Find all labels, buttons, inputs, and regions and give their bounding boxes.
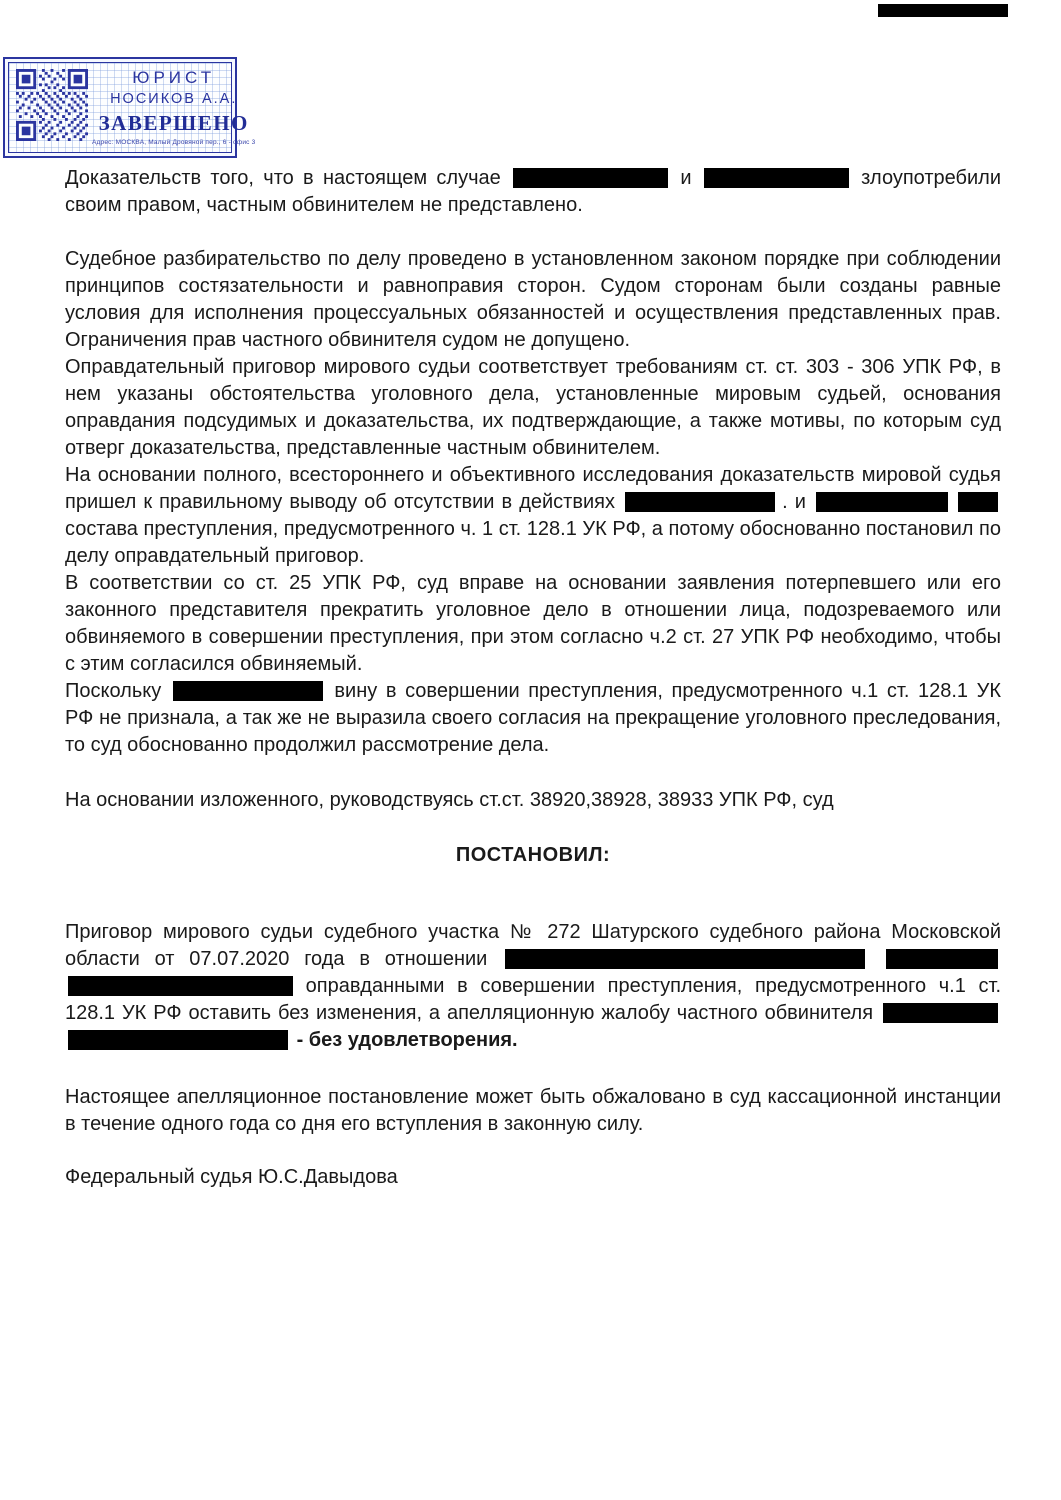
redaction-bar [68, 1030, 288, 1050]
text-segment: злоупотребили своим правом, частным обвинителем не представлено. [65, 167, 1002, 216]
redaction-bar [173, 681, 323, 701]
text-segment: На основании полного, всестороннего и объективного исследования доказательств мировой судья пришел к правильному выводу об отсутствии в действиях [65, 464, 1001, 513]
text-segment: . и [782, 491, 806, 513]
stamp-text-block [92, 68, 255, 147]
redaction-bar [816, 492, 948, 512]
redaction-bar [704, 168, 849, 188]
redaction-bar [513, 168, 668, 188]
paragraph-proceedings [65, 246, 1001, 354]
stamp-title: ЮРИСТ [132, 68, 216, 88]
judge-signature: Федеральный судья Ю.С.Давыдова [65, 1166, 398, 1188]
notary-stamp-inner [8, 62, 256, 153]
paragraph-article-25 [65, 570, 1001, 678]
text-segment: и [680, 167, 692, 189]
stamp-address: Адрес: МОСКВА, Малый Дровяной пер., 6 - офис 3 [92, 139, 256, 147]
text-segment: вину в совершении преступления, предусмотренного ч.1 ст. 128.1 УК РФ не признала, а так же не выразила своего согласия на прекращение уголовного преследования, то суд обоснованно продолжил рассмотрение дела. [65, 680, 1001, 756]
qr-code-icon [16, 69, 88, 141]
text-segment: состава преступления, предусмотренного ч. 1 ст. 128.1 УК РФ, а потому обоснованно постановил по делу оправдательный приговор. [65, 518, 1001, 567]
paragraph-evidence [65, 165, 1001, 219]
stamp-status: ЗАВЕРШЕНО [98, 111, 249, 136]
text-segment: Судебное разбирательство по делу проведено в установленном законом порядке при соблюдении принципов состязательности и равноправия сторон. Судом сторонам были созданы равные условия для исполнения процессуальных обязанностей и осуществления представленных прав. Ограничения прав частного обвинителя судом не допущено. [65, 248, 1001, 351]
text-segment: оправданными в совершении преступления, предусмотренного ч.1 ст. 128.1 УК РФ оставить без изменения, а апелляционную жалобу частного обвинителя [65, 975, 1001, 1024]
notary-stamp [3, 57, 256, 158]
document-body [0, 165, 1061, 1191]
redaction-bar [505, 949, 865, 969]
ruling-heading: ПОСТАНОВИЛ: [455, 844, 611, 866]
paragraph-verdict-compliance [65, 354, 1001, 462]
redaction-bar [625, 492, 775, 512]
paragraph-operative [65, 919, 1001, 1054]
text-segment: Настоящее апелляционное постановление может быть обжаловано в суд кассационной инстанции в течение одного года со дня его вступления в законную силу. [65, 1086, 1001, 1135]
stamp-name: НОСИКОВ А.А. [110, 90, 238, 107]
paragraph-cassation [65, 1084, 1001, 1138]
redaction-bar [68, 976, 293, 996]
text-segment-bold: - без удовлетворения. [296, 1029, 518, 1051]
text-segment: В соответствии со ст. 25 УПК РФ, суд вправе на основании заявления потерпевшего или его законного представителя прекратить уголовное дело в отношении лица, подозреваемого или обвиняемого в совершении преступления, при этом согласно ч.2 ст. 27 УПК РФ необходимо, чтобы с этим согласился обвиняемый. [65, 572, 1001, 675]
paragraph-legal-basis [65, 787, 1001, 814]
text-segment: Доказательств того, что в настоящем случае [65, 167, 501, 189]
text-segment: Поскольку [65, 680, 162, 702]
paragraph-no-admission [65, 678, 1001, 759]
text-segment: На основании изложенного, руководствуясь ст.ст. 38920,38928, 38933 УПК РФ, суд [65, 789, 834, 811]
text-segment: Оправдательный приговор мирового судьи соответствует требованиям ст. ст. 303 - 306 УПК РФ, в нем указаны обстоятельства уголовного дела, установленные мировым судьей, основания оправдания подсудимых и доказательства, их подтверждающие, а также мотивы, по которым суд отверг доказательства, представленные частным обвинителем. [65, 356, 1001, 459]
redaction-bar [883, 1003, 998, 1023]
paragraph-investigation [65, 462, 1001, 570]
redaction-bar [886, 949, 998, 969]
redaction-bar [958, 492, 998, 512]
text-segment: Приговор мирового судьи судебного участка № 272 Шатурского судебного района Московской области от 07.07.2020 года в отношении [65, 921, 1001, 970]
redaction-bar-corner [878, 4, 1008, 17]
